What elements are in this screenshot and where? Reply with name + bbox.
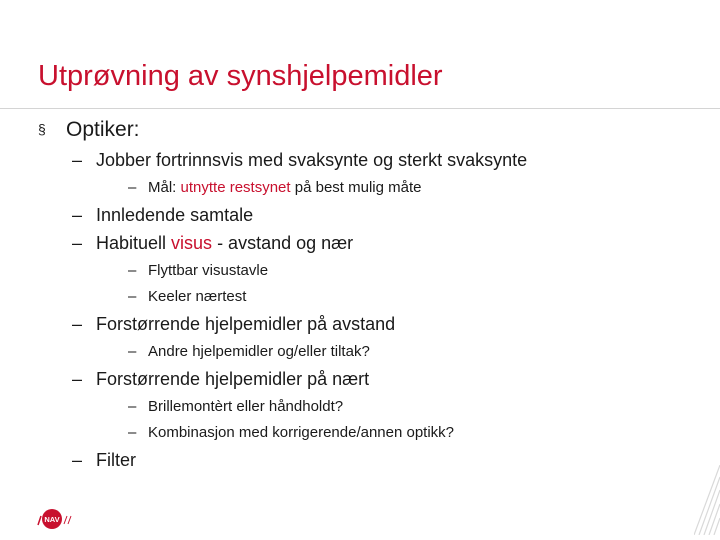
bullet-text: Forstørrende hjelpemidler på nært <box>96 369 370 389</box>
bullet-keeler <box>128 288 246 305</box>
dash-bullet: – <box>72 369 83 389</box>
svg-text:NAV: NAV <box>44 515 60 524</box>
bullet-andre <box>128 343 370 360</box>
bullet-forst-naer <box>72 369 369 390</box>
dash-bullet: – <box>72 450 83 470</box>
highlight-text: utnytte restsynet <box>180 179 291 196</box>
bullet-text: på best mulig måte <box>290 179 422 196</box>
bullet-text: Filter <box>96 450 136 470</box>
title-divider <box>0 108 720 109</box>
bullet-forst-avstand <box>72 314 395 335</box>
bullet-text: Forstørrende hjelpemidler på avstand <box>96 314 396 334</box>
dash-bullet: – <box>72 233 83 253</box>
bullet-filter <box>72 450 136 471</box>
nav-logo-icon <box>36 505 78 533</box>
highlight-text: visus <box>171 233 213 253</box>
bullet-text: Flyttbar visustavle <box>148 262 269 279</box>
dash-bullet: – <box>128 179 137 196</box>
dash-bullet: – <box>72 205 83 225</box>
bullet-text: Mål: <box>148 179 181 196</box>
bullet-kombinasjon <box>128 424 454 441</box>
diagonal-lines-decoration <box>694 465 720 535</box>
bullet-brille <box>128 398 343 415</box>
bullet-text: Kombinasjon med korrigerende/annen optikk? <box>148 424 455 441</box>
bullet-flyttbar <box>128 262 268 279</box>
bullet-habituell <box>72 233 353 254</box>
slide-title: Utprøvning av synshjelpemidler <box>38 60 443 92</box>
bullet-text: - avstand og nær <box>212 233 354 253</box>
bullet-text: Andre hjelpemidler og/eller tiltak? <box>148 343 370 360</box>
bullet-jobber <box>72 150 527 171</box>
bullet-maal <box>128 179 421 196</box>
corner-decoration <box>694 465 720 540</box>
dash-bullet: – <box>128 398 137 415</box>
dash-bullet: – <box>72 314 83 334</box>
dash-bullet: – <box>128 262 137 279</box>
dash-bullet: – <box>72 150 83 170</box>
bullet-text: Brillemontèrt eller håndholdt? <box>148 398 344 415</box>
nav-logo <box>36 505 78 538</box>
bullet-text: Jobber fortrinnsvis med svaksynte og sterkt svaksynte <box>96 150 528 170</box>
dash-bullet: – <box>128 288 137 305</box>
bullet-optiker <box>38 118 140 142</box>
bullet-text: Habituell <box>96 233 172 253</box>
bullet-text: Innledende samtale <box>96 205 254 225</box>
dash-bullet: – <box>128 424 137 441</box>
dash-bullet: – <box>128 343 137 360</box>
bullet-innledende <box>72 205 253 226</box>
square-bullet: § <box>38 121 46 137</box>
bullet-text: Keeler nærtest <box>148 288 247 305</box>
bullet-text: Optiker: <box>66 118 140 141</box>
